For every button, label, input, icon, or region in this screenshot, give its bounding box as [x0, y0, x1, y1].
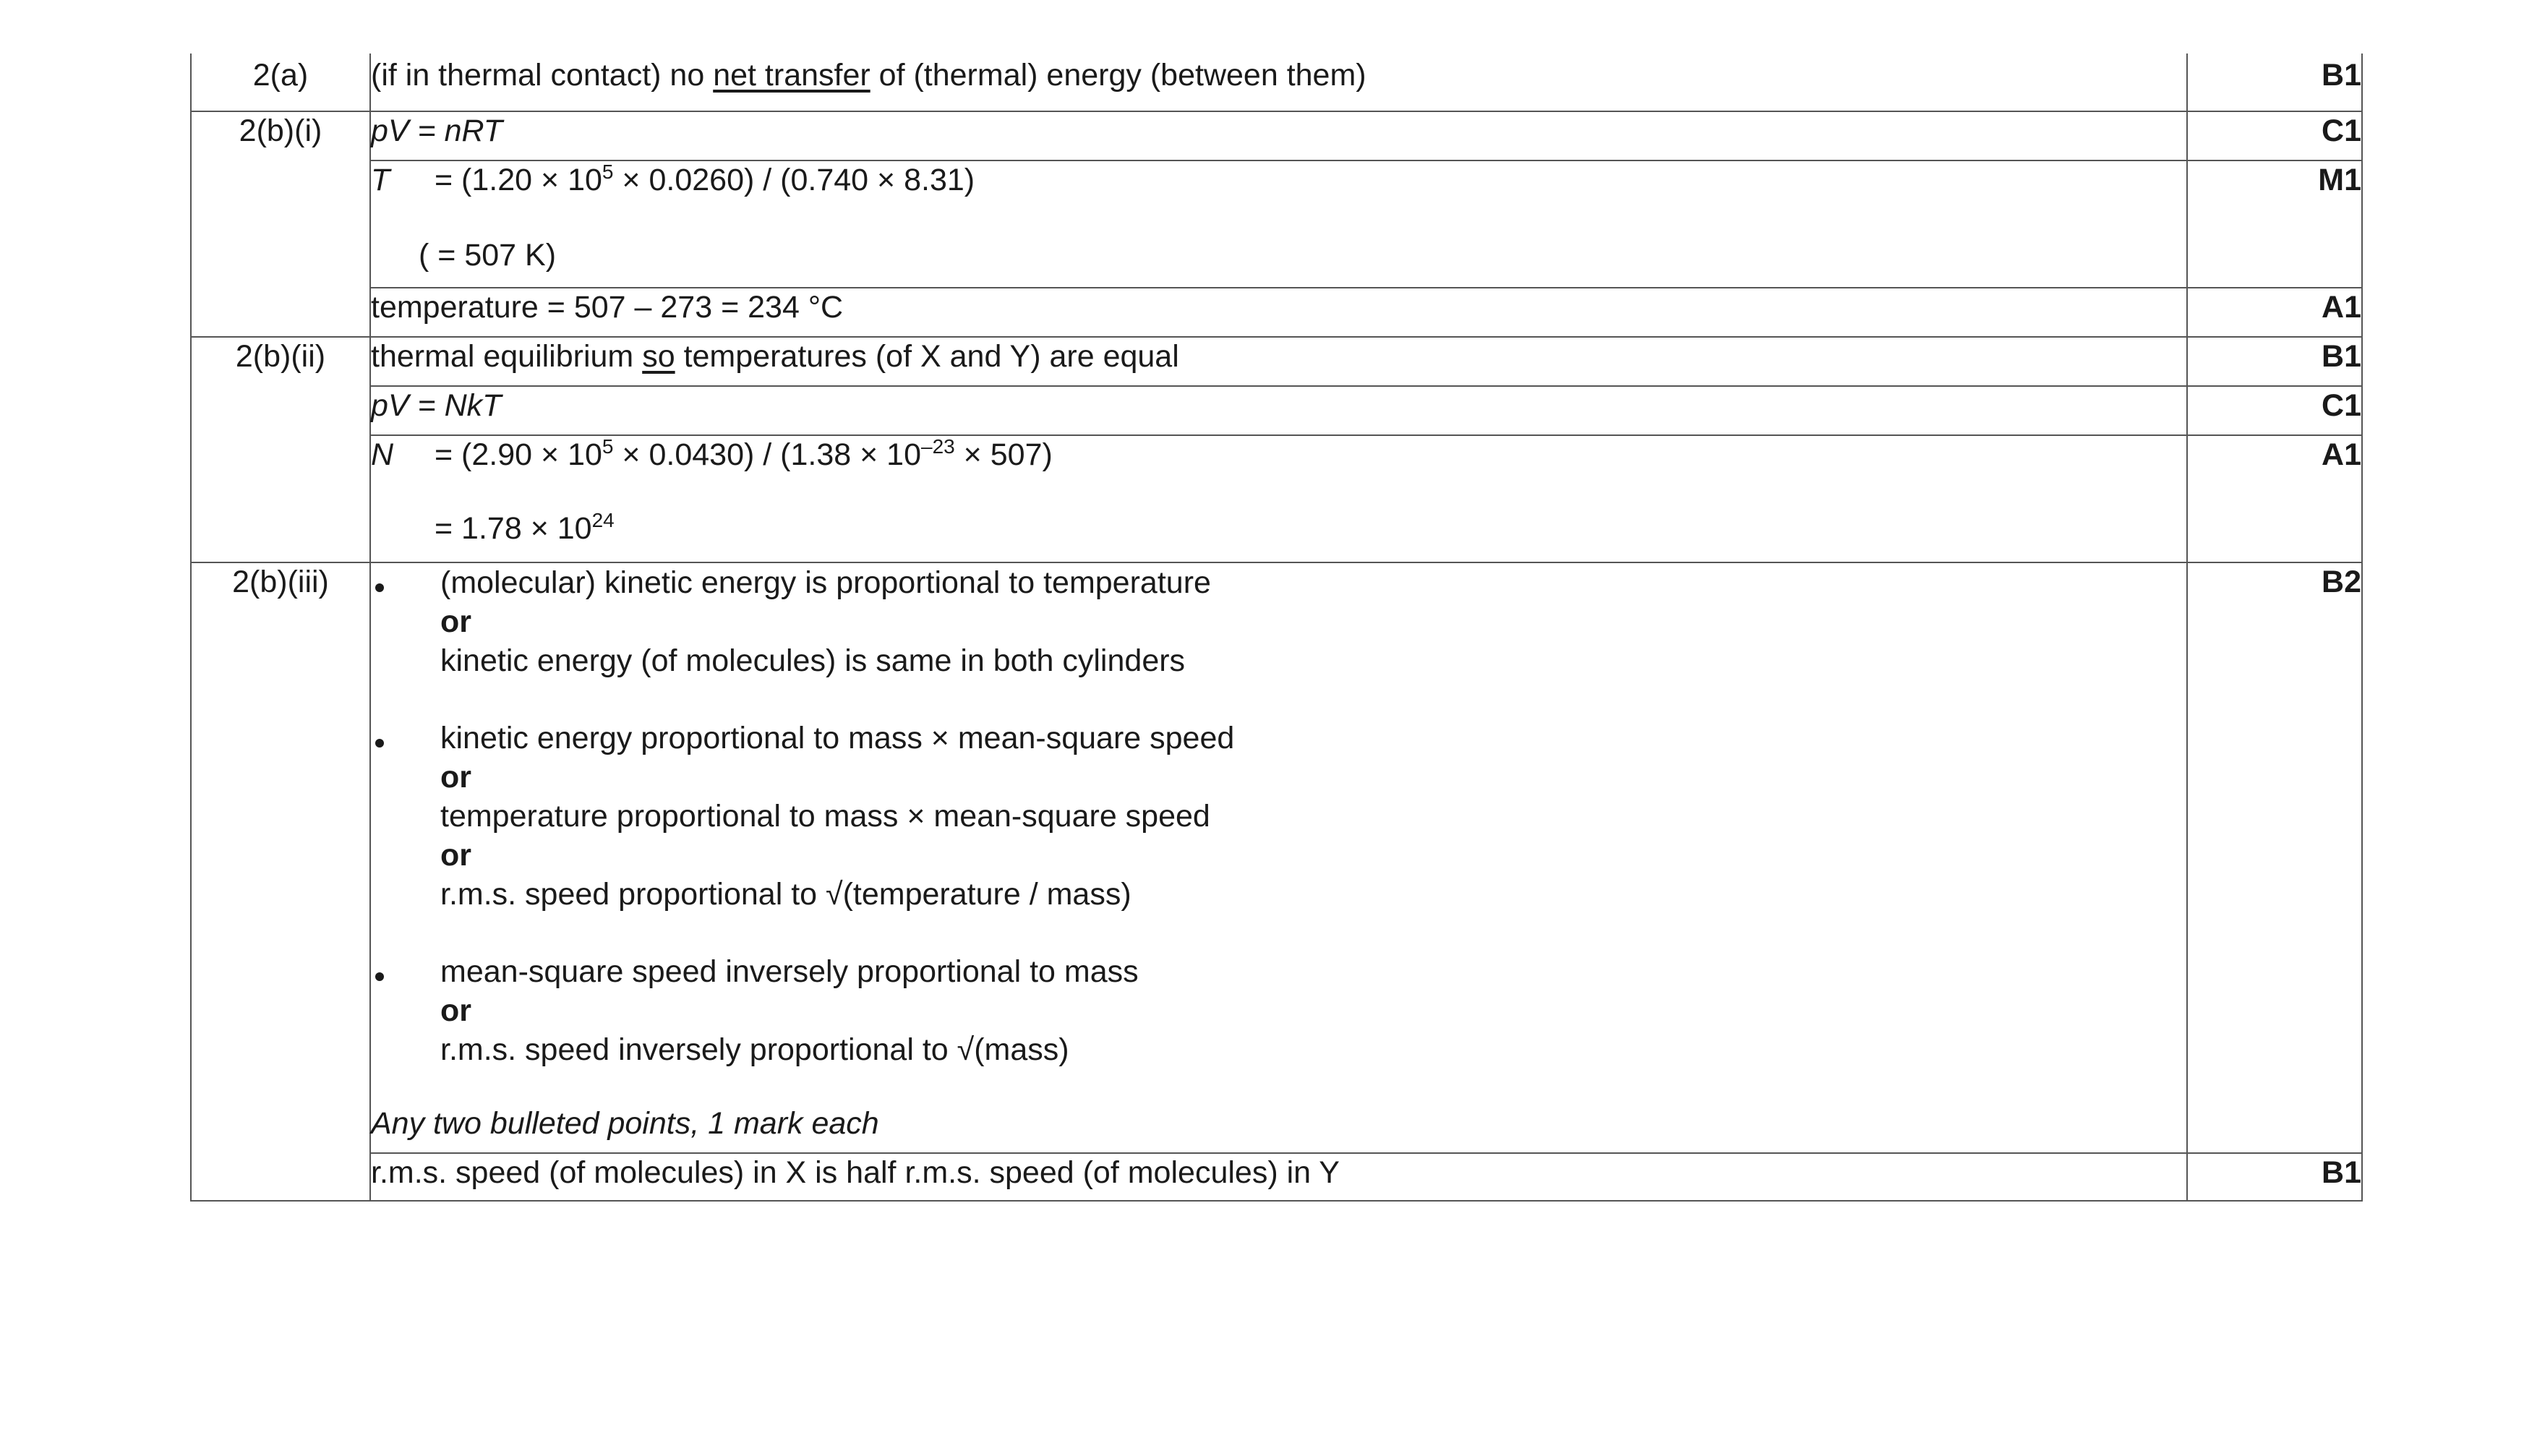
bullet-or: or [440, 760, 471, 795]
bullet-line: mean-square speed inversely proportional to mass [440, 954, 1139, 989]
question-number: 2(b)(i) [191, 111, 370, 337]
bullet-icon [371, 719, 440, 914]
answer-cell [370, 386, 2187, 435]
mark-scheme [190, 53, 2361, 1202]
answer-text: (if in thermal contact) no [371, 58, 714, 93]
bullet-or: or [440, 838, 471, 873]
bullet-point [371, 952, 2186, 1069]
bullet-line: kinetic energy (of molecules) is same in both cylinders [440, 643, 1186, 678]
answer-cell [370, 160, 2187, 288]
result [371, 510, 2186, 549]
symbol: T [371, 163, 390, 197]
bullet-point [371, 719, 2186, 914]
answer-underlined: net transfer [713, 58, 870, 93]
exponent: 5 [602, 160, 614, 183]
answer-cell [370, 562, 2187, 1153]
bullet-line: kinetic energy proportional to mass × mean-square speed [440, 721, 1235, 755]
mark-cell: C1 [2187, 386, 2362, 435]
row-2biii-1 [191, 562, 2362, 1153]
mark-cell: B1 [2187, 337, 2362, 386]
bullet-line: (molecular) kinetic energy is proportional to temperature [440, 565, 1211, 600]
calc-part: × 0.0430) / (1.38 × 10 [613, 437, 922, 472]
exponent: 5 [602, 435, 614, 458]
bullet-icon [371, 952, 440, 1069]
answer-underlined: so [642, 339, 675, 374]
row-2bi-2 [191, 160, 2362, 288]
question-number: 2(a) [191, 53, 370, 111]
exponent: –23 [921, 435, 955, 458]
mark-cell: A1 [2187, 435, 2362, 562]
calculation [371, 161, 2186, 200]
question-number: 2(b)(ii) [191, 337, 370, 562]
equation: pV = NkT [371, 388, 502, 423]
calc-part: × 507) [954, 437, 1053, 472]
row-2bii-2 [191, 386, 2362, 435]
calc-part: × 0.0260) / (0.740 × 8.31) [613, 163, 975, 197]
mark-cell: B2 [2187, 562, 2362, 1153]
bullet-line: temperature proportional to mass × mean-square speed [440, 799, 1210, 834]
mark-cell: M1 [2187, 160, 2362, 288]
row-2bii-3 [191, 435, 2362, 562]
answer-cell: temperature = 507 – 273 = 234 °C [370, 288, 2187, 337]
equation: pV = nRT [371, 114, 503, 148]
answer-text: of (thermal) energy (between them) [870, 58, 1366, 93]
row-2bi-3 [191, 288, 2362, 337]
answer-text: temperatures (of X and Y) are equal [675, 339, 1179, 374]
row-2bii-1 [191, 337, 2362, 386]
answer-cell [370, 53, 2187, 111]
bullet-point [371, 563, 2186, 680]
calculation-text [435, 161, 975, 200]
answer-cell [370, 337, 2187, 386]
answer-cell [370, 111, 2187, 160]
question-number: 2(b)(iii) [191, 562, 370, 1201]
bullet-or: or [440, 604, 471, 639]
row-2bi-1 [191, 111, 2362, 160]
answer-cell: r.m.s. speed (of molecules) in X is half r.m.s. speed (of molecules) in Y [370, 1153, 2187, 1201]
result: ( = 507 K) [419, 237, 557, 273]
calc-part: = (1.20 × 10 [435, 163, 602, 197]
mark-scheme-table [190, 53, 2363, 1202]
calc-part: = (2.90 × 10 [435, 437, 602, 472]
calculation [371, 436, 2186, 475]
result-text: = 1.78 × 10 [435, 510, 592, 546]
bullet-line: r.m.s. speed proportional to √(temperature / mass) [440, 877, 1131, 912]
answer-cell [370, 435, 2187, 562]
calculation-text [435, 436, 1053, 475]
mark-cell: B1 [2187, 53, 2362, 111]
bullet-or: or [440, 993, 471, 1028]
marking-note: Any two bulleted points, 1 mark each [371, 1106, 879, 1141]
symbol: N [371, 437, 394, 472]
mark-cell: B1 [2187, 1153, 2362, 1201]
answer-text: thermal equilibrium [371, 339, 643, 374]
mark-cell: C1 [2187, 111, 2362, 160]
mark-cell: A1 [2187, 288, 2362, 337]
row-2a [191, 53, 2362, 111]
exponent: 24 [591, 508, 615, 531]
row-2biii-2 [191, 1153, 2362, 1201]
bullet-line: r.m.s. speed inversely proportional to √(mass) [440, 1032, 1069, 1067]
bullet-icon [371, 563, 440, 680]
